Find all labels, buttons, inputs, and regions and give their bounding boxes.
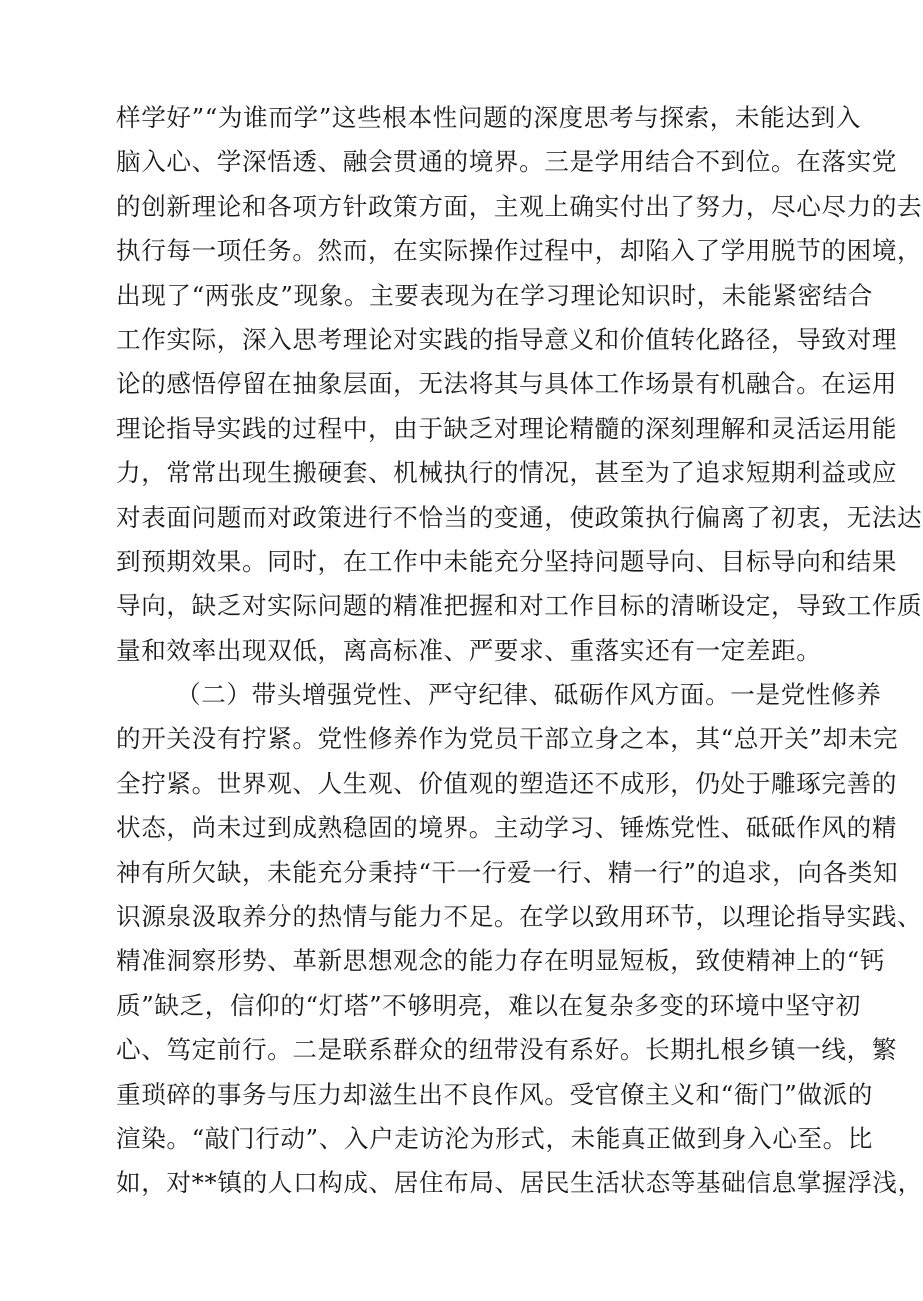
text-line: 样学好”“为谁而学”这些根本性问题的深度思考与探索，未能达到入 (116, 103, 861, 132)
section-heading-line: （二）带头增强党性、严守纪律、砥砺作风方面。一是党性修养 (176, 680, 882, 710)
text-line: 论的感悟停留在抽象层面，无法将其与具体工作场景有机融合。在运用 (116, 369, 898, 399)
text-line: 脑入心、学深悟透、融会贯通的境界。三是学用结合不到位。在落实党 (116, 147, 898, 177)
text-line: 如，对**镇的人口构成、居住布局、居民生活状态等基础信息掌握浮浅， (116, 1168, 923, 1198)
text-line: 力，常常出现生搬硬套、机械执行的情况，甚至为了追求短期利益或应 (116, 458, 898, 488)
text-line: 的创新理论和各项方针政策方面，主观上确实付出了努力，尽心尽力的去 (116, 191, 923, 221)
paragraph-end-line: 量和效率出现双低，离高标准、严要求、重落实还有一定差距。 (116, 635, 822, 665)
text-line: 对表面问题而对政策进行不恰当的变通，使政策执行偏离了初衷，无法达 (116, 502, 923, 532)
text-line: 全拧紧。世界观、人生观、价值观的塑造还不成形，仍处于雕琢完善的 (116, 768, 898, 798)
text-line: 出现了“两张皮”现象。主要表现为在学习理论知识时，未能紧密结合 (116, 280, 873, 310)
text-line: 精准洞察形势、革新思想观念的能力存在明显短板，致使精神上的“钙 (116, 946, 885, 976)
text-line: 神有所欠缺，未能充分秉持“干一行爱一行、精一行”的追求，向各类知 (116, 857, 899, 887)
text-line: 的开关没有拧紧。党性修养作为党员干部立身之本，其“总开关”却未完 (116, 724, 899, 754)
text-line: 状态，尚未过到成熟稳固的境界。主动学习、锤炼党性、砥砥作风的精 (116, 813, 898, 843)
text-line: 导向，缺乏对实际问题的精准把握和对工作目标的清晰设定，导致工作质 (116, 591, 923, 621)
text-line: 质”缺乏，信仰的“灯塔”不够明亮，难以在复杂多变的环境中坚守初 (116, 990, 861, 1020)
body-text (116, 96, 923, 1206)
text-line: 心、笃定前行。二是联系群众的纽带没有系好。长期扎根乡镇一线，繁 (116, 1035, 898, 1065)
text-line: 到预期效果。同时，在工作中未能充分坚持问题导向、目标导向和结果 (116, 546, 898, 576)
text-line: 重琐碎的事务与压力却滋生出不良作风。受官僚主义和“衙门”做派的 (116, 1079, 873, 1109)
text-line: 执行每一项任务。然而，在实际操作过程中，却陷入了学用脱节的困境， (116, 236, 923, 266)
text-line: 识源泉汲取养分的热情与能力不足。在学以致用环节，以理论指导实践、 (116, 902, 923, 932)
text-line: 理论指导实践的过程中，由于缺乏对理论精髓的深刻理解和灵活运用能 (116, 413, 898, 443)
text-line: 渲染。“敲门行动”、入户走访沦为形式，未能真正做到身入心至。比 (116, 1123, 873, 1153)
text-line: 工作实际，深入思考理论对实践的指导意义和价值转化路径，导致对理 (116, 324, 898, 354)
